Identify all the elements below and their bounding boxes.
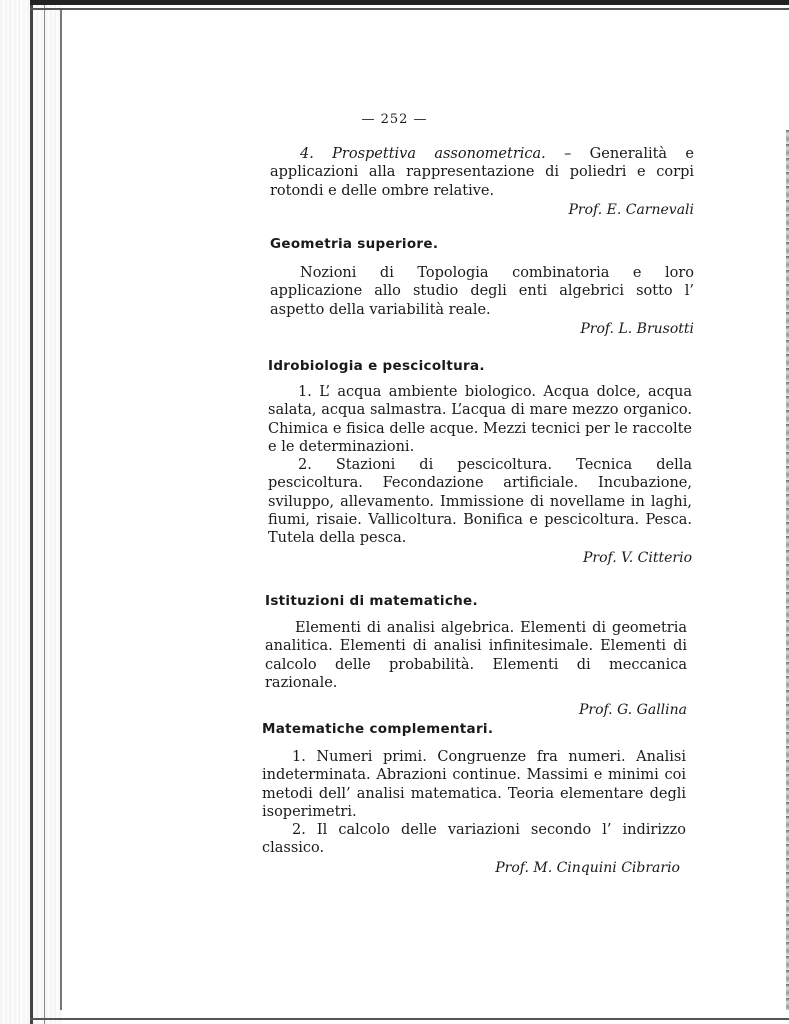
scan-top-line xyxy=(30,8,789,10)
scan-bottom-border xyxy=(30,1018,789,1020)
professor-signature: Prof. E. Carnevali xyxy=(568,201,694,218)
paragraph xyxy=(270,145,694,200)
professor-signature: Prof. L. Brusotti xyxy=(580,320,694,337)
paragraph: Elementi di analisi algebrica. Elementi di geometria analitica. Elementi di analisi infinitesimale. Elementi di calcolo delle probabilità. Elementi di meccanica razionale. xyxy=(265,620,687,691)
section-istituzioni xyxy=(265,619,687,718)
paragraph: 1. Numeri primi. Congruenze fra numeri. Analisi indeterminata. Abrazioni continue. Massimi e minimi coi metodi dell’ analisi matematica. Teoria elementare degli isoperimetri. xyxy=(262,749,686,820)
professor-signature: Prof. M. Cinquini Cibrario xyxy=(495,859,680,876)
paragraph: Nozioni di Topologia combinatoria e loro applicazione allo studio degli enti algebrici sotto l’ aspetto della variabilità reale. xyxy=(270,265,694,318)
paragraph: 1. L’ acqua ambiente biologico. Acqua dolce, acqua salata, acqua salmastra. L’acqua di mare mezzo organico. Chimica e fisica delle acque. Mezzi tecnici per le raccolte e le determinazioni. xyxy=(268,384,692,455)
section-matematiche-complementari xyxy=(262,748,686,876)
professor-signature: Prof. V. Citterio xyxy=(582,549,692,566)
section-heading: Istituzioni di matematiche. xyxy=(265,593,478,609)
professor-signature: Prof. G. Gallina xyxy=(578,702,687,719)
paragraph: 2. Il calcolo delle variazioni secondo l’ indirizzo classico. xyxy=(262,822,686,857)
binding-shadow-line xyxy=(30,0,33,1024)
page-number: — 252 — xyxy=(361,112,428,127)
paragraph-title: 4. Prospettiva assonometrica. xyxy=(300,146,546,162)
paragraph: 2. Stazioni di pescicoltura. Tecnica della pescicoltura. Fecondazione artificiale. Incubazione, sviluppo, allevamento. Immissione di novellame in laghi, fiumi, risaie. Vallicoltura. Bonifica e pescicoltura. Pesca. Tutela della pesca. xyxy=(268,457,692,547)
scan-top-border xyxy=(30,0,789,5)
paragraph-text: – Generalità e applicazioni alla rappresentazione di poliedri e corpi rotondi e delle ombre relative. xyxy=(270,146,694,199)
section-geometria xyxy=(270,264,694,337)
section-heading: Idrobiologia e pescicoltura. xyxy=(268,358,485,374)
section-heading: Matematiche complementari. xyxy=(262,721,494,737)
page-edge-line xyxy=(60,10,62,1010)
section-heading: Geometria superiore. xyxy=(270,236,439,252)
section-prospettiva xyxy=(270,145,694,218)
section-idrobiologia xyxy=(268,383,692,566)
binding-shadow-line xyxy=(44,0,45,1024)
